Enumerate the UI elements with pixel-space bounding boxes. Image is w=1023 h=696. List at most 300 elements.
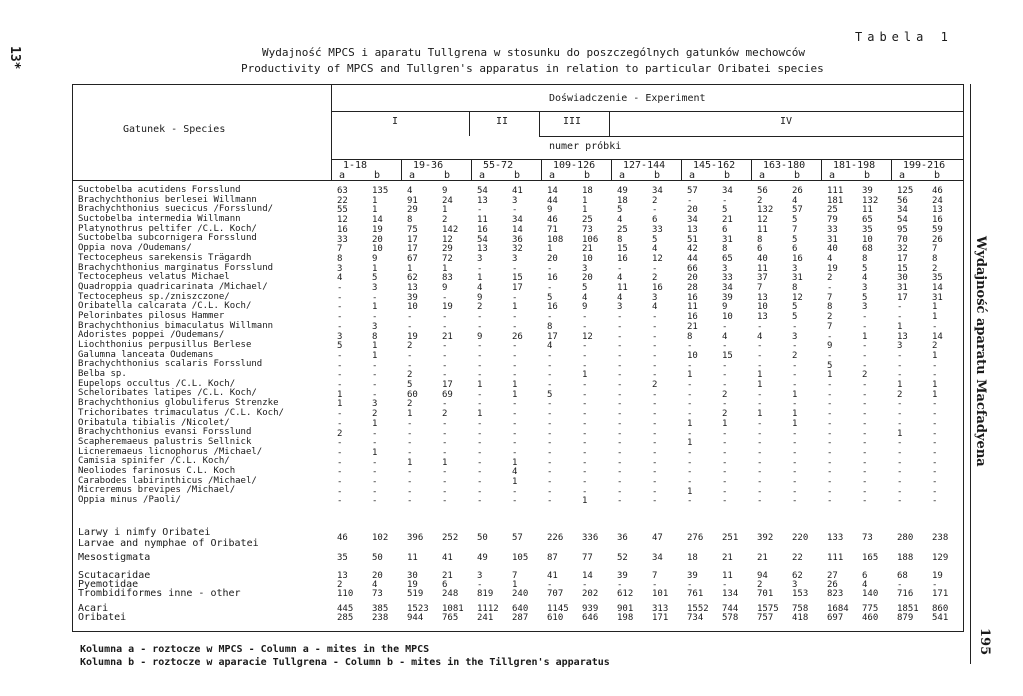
species-cell: -	[547, 350, 553, 361]
species-cell: -	[652, 312, 658, 323]
species-cell: 1	[372, 341, 378, 352]
species-cell: 63	[337, 186, 348, 196]
species-cell: -	[477, 496, 483, 507]
group-cell: 701	[757, 589, 774, 599]
group-cell: 744	[722, 604, 739, 614]
table-top-border	[72, 84, 964, 85]
column-a-label: a	[339, 170, 346, 181]
group-cell: 7	[652, 571, 658, 581]
species-cell: 71	[547, 224, 558, 235]
species-cell: 26	[932, 234, 943, 245]
sample-range: 1-18	[343, 160, 368, 171]
sample-label-border	[539, 136, 964, 137]
species-cell: 39	[407, 292, 418, 303]
species-cell: 54	[477, 234, 488, 245]
species-cell: 29	[407, 205, 418, 216]
species-cell: -	[827, 380, 833, 390]
species-cell: 13	[932, 205, 943, 216]
species-cell: 2	[372, 409, 378, 420]
species-cell: 34	[722, 283, 733, 293]
species-cell: 1	[372, 447, 378, 458]
species-cell: 67	[407, 253, 418, 264]
group-cell: 1552	[687, 604, 709, 614]
species-cell: 83	[442, 273, 453, 284]
group-cell: 20	[372, 571, 383, 581]
group-cell: 47	[652, 533, 663, 543]
species-cell: -	[897, 312, 903, 323]
species-cell: 16	[547, 302, 558, 313]
species-cell: -	[827, 409, 833, 420]
species-cell: 26	[512, 331, 523, 342]
species-cell: -	[512, 321, 518, 332]
species-cell: 5	[827, 360, 833, 371]
species-cell: -	[547, 418, 553, 429]
species-cell: 68	[862, 244, 873, 255]
sample-divider	[471, 159, 472, 181]
species-cell: -	[372, 467, 378, 478]
column-a-label: a	[479, 170, 486, 181]
species-name: Suctobelba subcornigera Forsslund	[78, 233, 257, 244]
species-cell: -	[687, 389, 693, 400]
species-cell: 35	[862, 224, 873, 235]
species-cell: 1	[687, 438, 693, 449]
species-cell: -	[512, 312, 518, 323]
species-cell: 3	[337, 331, 343, 342]
group-cell: 612	[617, 589, 634, 599]
species-cell: 17	[407, 244, 418, 255]
species-cell: -	[407, 486, 413, 497]
species-name: Tectocepheus sp./zniszczone/	[78, 291, 230, 302]
group-cell: 18	[687, 553, 698, 563]
species-cell: 79	[827, 215, 838, 226]
species-name: Oppia minus /Paoli/	[78, 495, 181, 505]
group-cell: -	[932, 580, 938, 590]
species-cell: 16	[477, 224, 488, 235]
group-cell: 110	[337, 589, 354, 599]
species-cell: 11	[757, 263, 768, 274]
species-cell: 1	[442, 205, 448, 216]
species-cell: -	[477, 341, 483, 352]
species-cell: -	[442, 292, 448, 303]
species-cell: -	[512, 438, 518, 449]
species-cell: -	[582, 477, 588, 487]
species-cell: 1	[582, 496, 588, 507]
group-cell: 879	[897, 613, 914, 623]
species-cell: -	[407, 447, 413, 458]
species-cell: 17	[897, 253, 908, 264]
species-cell: -	[792, 370, 798, 381]
species-cell: 5	[547, 389, 553, 400]
species-cell: -	[932, 370, 938, 381]
species-cell: 4	[477, 283, 483, 293]
species-cell: -	[407, 438, 413, 449]
species-cell: -	[722, 341, 728, 352]
species-cell: 31	[722, 234, 733, 245]
group-cell: 34	[652, 553, 663, 563]
species-cell: 40	[827, 244, 838, 255]
species-cell: 142	[442, 224, 459, 235]
group-cell: 198	[617, 613, 634, 623]
sample-divider	[891, 159, 892, 181]
species-cell: 4	[827, 253, 833, 264]
species-cell: 1	[932, 302, 938, 313]
species-cell: 4	[547, 341, 553, 352]
species-cell: -	[372, 428, 378, 439]
species-cell: -	[862, 467, 868, 478]
species-cell: -	[477, 477, 483, 487]
species-cell: -	[792, 486, 798, 497]
sample-range: 163-180	[763, 160, 806, 171]
column-b-label: b	[514, 170, 521, 181]
species-cell: 1	[687, 370, 693, 381]
column-a-label: a	[549, 170, 556, 181]
species-cell: -	[337, 496, 343, 507]
species-cell: 135	[372, 186, 389, 196]
species-cell: 32	[512, 244, 523, 255]
sample-divider	[541, 159, 542, 181]
species-cell: -	[442, 370, 448, 381]
species-cell: 8	[932, 253, 938, 264]
species-cell: -	[372, 380, 378, 390]
species-cell: 17	[442, 380, 453, 390]
group-cell: 610	[547, 613, 564, 623]
page-number-side: 195	[977, 628, 992, 656]
group-cell: 445	[337, 604, 354, 614]
group-cell: 153	[792, 589, 809, 599]
species-cell: 10	[722, 312, 733, 323]
group-name: Oribatei	[78, 612, 127, 623]
species-cell: -	[512, 292, 518, 303]
group-cell: 385	[372, 604, 389, 614]
species-cell: -	[442, 477, 448, 487]
column-a-label: a	[759, 170, 766, 181]
species-cell: -	[932, 486, 938, 497]
group-cell: 21	[442, 571, 453, 581]
species-cell: -	[582, 457, 588, 468]
species-cell: -	[512, 370, 518, 381]
species-cell: -	[862, 312, 868, 323]
species-cell: 1	[792, 409, 798, 420]
species-cell: 54	[477, 186, 488, 196]
species-cell: -	[652, 370, 658, 381]
species-cell: 4	[407, 186, 413, 196]
species-cell: 34	[512, 215, 523, 226]
species-cell: -	[372, 312, 378, 323]
group-cell: 202	[582, 589, 599, 599]
group-cell: 901	[617, 604, 634, 614]
table-title-polish: Wydajność MPCS i aparatu Tullgrena w stosunku do poszczególnych gatunków mechowców	[262, 46, 806, 59]
exp-divider-2	[539, 111, 540, 136]
species-cell: -	[722, 477, 728, 487]
species-cell: 3	[652, 292, 658, 303]
group-cell: 30	[407, 571, 418, 581]
species-name: Camisia spinifer /C.L. Koch/	[78, 456, 230, 467]
species-cell: -	[932, 399, 938, 410]
species-cell: 31	[897, 283, 908, 293]
species-name: Brachychthonius suecicus /Forsslund/	[78, 204, 274, 215]
species-cell: 8	[757, 234, 763, 245]
species-cell: -	[687, 457, 693, 468]
group-cell: 241	[477, 613, 494, 623]
species-cell: 2	[757, 195, 763, 206]
species-cell: -	[407, 428, 413, 439]
species-name: Oppia nova /Oudemans/	[78, 243, 192, 254]
species-cell: -	[582, 389, 588, 400]
species-cell: 1	[582, 205, 588, 216]
species-cell: -	[932, 438, 938, 449]
species-cell: 1	[372, 195, 378, 206]
species-cell: 69	[442, 389, 453, 400]
species-cell: 3	[897, 341, 903, 352]
species-cell: 1	[337, 389, 343, 400]
species-cell: 3	[372, 283, 378, 293]
species-cell: 4	[722, 331, 728, 342]
group-cell: -	[477, 580, 483, 590]
species-cell: 16	[792, 253, 803, 264]
species-name: Platynothrus peltifer /C.L. Koch/	[78, 223, 257, 234]
species-cell: -	[512, 263, 518, 274]
species-cell: 9	[442, 283, 448, 293]
species-cell: -	[687, 477, 693, 487]
species-name: Oribatula tibialis /Nicolet/	[78, 417, 230, 428]
species-cell: -	[862, 457, 868, 468]
group-cell: 287	[512, 613, 529, 623]
species-cell: 7	[757, 283, 763, 293]
species-cell: 2	[932, 341, 938, 352]
species-cell: 17	[512, 283, 523, 293]
species-cell: 11	[477, 215, 488, 226]
species-cell: 2	[652, 195, 658, 206]
species-cell: 2	[897, 389, 903, 400]
species-cell: 65	[862, 215, 873, 226]
group-cell: 49	[477, 553, 488, 563]
species-cell: 56	[757, 186, 768, 196]
species-cell: 25	[617, 224, 628, 235]
species-cell: 8	[827, 302, 833, 313]
species-cell: -	[372, 457, 378, 468]
species-cell: -	[652, 321, 658, 332]
sample-divider	[611, 159, 612, 181]
species-cell: 1	[687, 418, 693, 429]
species-cell: 95	[897, 224, 908, 235]
group-cell: 188	[897, 553, 914, 563]
species-cell: -	[897, 457, 903, 468]
species-cell: 5	[337, 341, 343, 352]
species-cell: -	[722, 360, 728, 371]
species-cell: 8	[337, 253, 343, 264]
species-cell: 13	[757, 292, 768, 303]
sample-range: 181-198	[833, 160, 876, 171]
species-cell: -	[547, 263, 553, 274]
species-cell: -	[722, 399, 728, 410]
species-cell: 132	[862, 195, 879, 206]
species-cell: 16	[617, 253, 628, 264]
species-cell: 1	[372, 418, 378, 429]
species-cell: 17	[547, 331, 558, 342]
sample-divider	[401, 159, 402, 181]
species-cell: 33	[722, 273, 733, 284]
species-cell: -	[722, 370, 728, 381]
group-cell: 21	[722, 553, 733, 563]
species-cell: -	[827, 486, 833, 497]
species-cell: 20	[687, 273, 698, 284]
species-name: Galumna lanceata Oudemans	[78, 349, 214, 360]
species-cell: 2	[407, 370, 413, 381]
species-cell: 17	[407, 234, 418, 245]
species-cell: -	[512, 486, 518, 497]
species-cell: -	[372, 360, 378, 371]
species-cell: -	[652, 447, 658, 458]
group-cell: 220	[792, 533, 809, 543]
experiment-IV: IV	[780, 116, 793, 127]
species-cell: -	[442, 438, 448, 449]
species-cell: -	[407, 350, 413, 361]
species-cell: 54	[897, 215, 908, 226]
species-name: Trichoribates trimaculatus /C.L. Koch/	[78, 407, 284, 418]
column-b-label: b	[444, 170, 451, 181]
species-cell: -	[652, 409, 658, 420]
species-cell: 8	[547, 321, 553, 332]
species-cell: -	[687, 447, 693, 458]
species-cell: -	[757, 477, 763, 487]
species-cell: 46	[547, 215, 558, 226]
species-cell: -	[652, 399, 658, 410]
species-cell: 7	[932, 244, 938, 255]
species-cell: 1	[442, 457, 448, 468]
group-cell: 1112	[477, 604, 499, 614]
species-cell: -	[792, 457, 798, 468]
species-cell: 2	[722, 389, 728, 400]
species-cell: 1	[372, 263, 378, 274]
species-cell: -	[722, 438, 728, 449]
group-cell: 1851	[897, 604, 919, 614]
species-cell: 15	[512, 273, 523, 284]
species-cell: -	[932, 467, 938, 478]
species-cell: 2	[722, 409, 728, 420]
group-name: Pyemotidae	[78, 579, 139, 590]
sample-range: 19-36	[413, 160, 444, 171]
species-cell: -	[827, 428, 833, 439]
species-cell: 14	[932, 283, 943, 293]
species-cell: -	[372, 438, 378, 449]
species-cell: -	[582, 350, 588, 361]
group-cell: 133	[827, 533, 844, 543]
species-cell: 20	[687, 205, 698, 216]
species-cell: 10	[372, 244, 383, 255]
group-cell: 22	[792, 553, 803, 563]
species-cell: -	[722, 428, 728, 439]
species-name: Neoliodes farinosus C.L. Koch	[78, 465, 236, 476]
species-cell: 1	[372, 205, 378, 216]
species-cell: -	[652, 331, 658, 342]
species-cell: -	[617, 263, 623, 274]
species-cell: -	[897, 409, 903, 420]
group-cell: 860	[932, 604, 949, 614]
species-cell: 2	[477, 302, 483, 313]
side-divider	[970, 84, 971, 664]
species-cell: -	[757, 418, 763, 429]
species-cell: -	[757, 341, 763, 352]
group-cell: 11	[722, 571, 733, 581]
species-cell: 4	[792, 195, 798, 206]
species-cell: -	[897, 467, 903, 478]
species-cell: -	[792, 477, 798, 487]
species-cell: -	[897, 447, 903, 458]
group-cell: 171	[652, 613, 669, 623]
species-cell: -	[687, 467, 693, 478]
sample-divider	[751, 159, 752, 181]
species-cell: 1	[897, 321, 903, 332]
species-name: Suctobelba intermedia Willmann	[78, 214, 241, 225]
species-cell: 3	[372, 399, 378, 410]
species-cell: -	[932, 418, 938, 429]
species-cell: -	[442, 467, 448, 478]
species-cell: 1	[582, 195, 588, 206]
exp-divider-1	[469, 111, 470, 136]
species-cell: 35	[932, 273, 943, 284]
species-cell: 57	[792, 205, 803, 216]
species-cell: -	[547, 380, 553, 390]
group-cell: 646	[582, 613, 599, 623]
species-cell: -	[862, 341, 868, 352]
species-cell: 4	[617, 292, 623, 303]
species-cell: -	[372, 477, 378, 487]
species-cell: 5	[862, 263, 868, 274]
species-cell: -	[617, 399, 623, 410]
species-cell: -	[582, 399, 588, 410]
group-cell: 697	[827, 613, 844, 623]
species-cell: 72	[442, 253, 453, 264]
species-cell: -	[932, 321, 938, 332]
species-cell: -	[512, 418, 518, 429]
page-number-top: 13*	[7, 46, 22, 70]
group-cell: 50	[372, 553, 383, 563]
species-cell: -	[547, 409, 553, 420]
group-cell: 73	[862, 533, 873, 543]
species-cell: 108	[547, 234, 564, 245]
species-cell: -	[477, 418, 483, 429]
species-cell: -	[722, 195, 728, 206]
species-cell: 5	[792, 302, 798, 313]
group-cell: 392	[757, 533, 774, 543]
species-cell: 12	[582, 331, 593, 342]
species-cell: 5	[792, 215, 798, 226]
species-cell: -	[477, 360, 483, 371]
species-cell: 9	[372, 253, 378, 264]
footnote-a: Kolumna a - roztocze w MPCS - Column a - mites in the MPCS	[80, 644, 430, 655]
species-cell: 1	[792, 389, 798, 400]
group-cell: 68	[897, 571, 908, 581]
species-name: Liochthonius perpusillus Berlese	[78, 340, 252, 350]
species-cell: -	[617, 438, 623, 449]
experiment-header: Doświadczenie - Experiment	[549, 93, 706, 104]
species-cell: 6	[792, 244, 798, 255]
group-cell: 21	[757, 553, 768, 563]
species-cell: -	[687, 341, 693, 352]
species-cell: 66	[687, 263, 698, 274]
species-cell: -	[372, 486, 378, 497]
group-cell: -	[617, 580, 623, 590]
species-cell: 10	[582, 253, 593, 264]
species-cell: -	[582, 486, 588, 497]
species-cell: 1	[827, 370, 833, 381]
species-cell: -	[547, 283, 553, 293]
species-cell: 4	[512, 467, 518, 478]
table-bottom-border	[72, 631, 964, 632]
group-cell: 171	[932, 589, 949, 599]
group-cell: 87	[547, 553, 558, 563]
species-name: Micreremus brevipes /Michael/	[78, 485, 236, 496]
